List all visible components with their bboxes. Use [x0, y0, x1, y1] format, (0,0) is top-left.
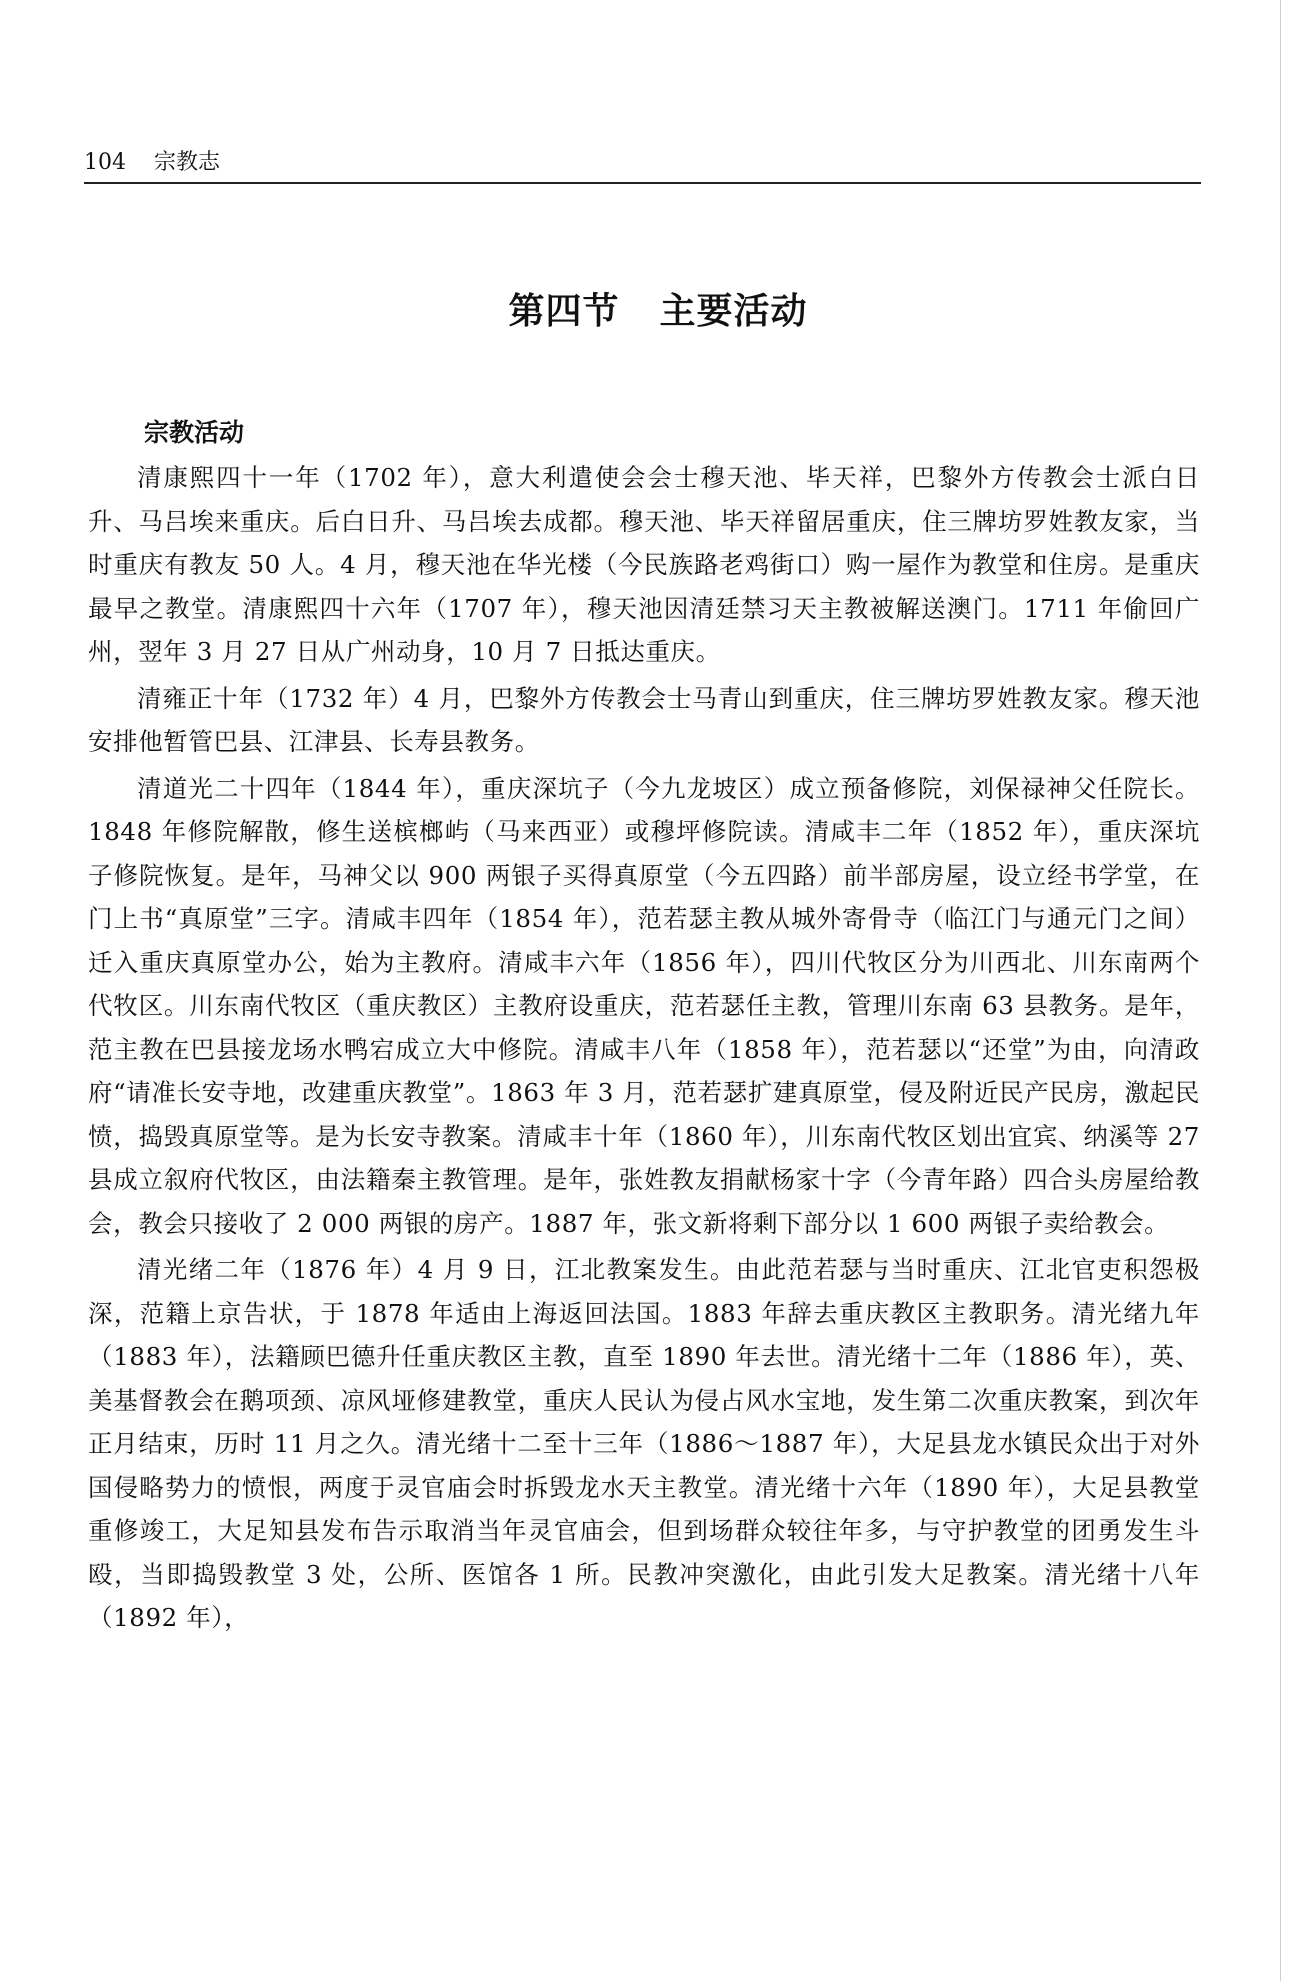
book-title: 宗教志	[154, 150, 221, 175]
body-text	[88, 456, 1200, 1643]
paragraph: 清康熙四十一年（1702 年），意大利遣使会会士穆天池、毕天祥，巴黎外方传教会士派白日升、马吕埃来重庆。后白日升、马吕埃去成都。穆天池、毕天祥留居重庆，住三牌坊罗姓教友家，当时重庆有教友 50 人。4 月，穆天池在华光楼（今民族路老鸡街口）购一屋作为教堂和住房。是重庆最早之教堂。清康熙四十六年（1707 年），穆天池因清廷禁习天主教被解送澳门。1711 年偷回广州，翌年 3 月 27 日从广州动身，10 月 7 日抵达重庆。	[88, 463, 1200, 666]
section-title	[0, 290, 1316, 334]
page-number: 104	[84, 150, 126, 175]
subheading: 宗教活动	[144, 418, 245, 447]
running-header	[84, 146, 1201, 184]
section-name: 主要活动	[659, 291, 808, 332]
section-number: 第四节	[508, 291, 620, 332]
paragraph: 清光绪二年（1876 年）4 月 9 日，江北教案发生。由此范若瑟与当时重庆、江北官吏积怨极深，范籍上京告状，于 1878 年适由上海返回法国。1883 年辞去重庆教区主教职务。清光绪九年（1883 年），法籍顾巴德升任重庆教区主教，直至 1890 年去世。清光绪十二年（1886 年），英、美基督教会在鹅项颈、凉风垭修建教堂，重庆人民认为侵占风水宝地，发生第二次重庆教案，到次年正月结束，历时 11 月之久。清光绪十二至十三年（1886～1887 年），大足县龙水镇民众出于对外国侵略势力的愤恨，两度于灵官庙会时拆毁龙水天主教堂。清光绪十六年（1890 年），大足县教堂重修竣工，大足知县发布告示取消当年灵官庙会，但到场群众较往年多，与守护教堂的团勇发生斗殴，当即捣毁教堂 3 处，公所、医馆各 1 所。民教冲突激化，由此引发大足教案。清光绪十八年（1892 年），	[88, 1255, 1200, 1632]
paragraph: 清雍正十年（1732 年）4 月，巴黎外方传教会士马青山到重庆，住三牌坊罗姓教友家。穆天池安排他暂管巴县、江津县、长寿县教务。	[88, 683, 1200, 756]
paragraph: 清道光二十四年（1844 年），重庆深坑子（今九龙坡区）成立预备修院，刘保禄神父任院长。1848 年修院解散，修生送槟榔屿（马来西亚）或穆坪修院读。清咸丰二年（1852 年），重庆深坑子修院恢复。是年，马神父以 900 两银子买得真原堂（今五四路）前半部房屋，设立经书学堂，在门上书“真原堂”三字。清咸丰四年（1854 年），范若瑟主教从城外寄骨寺（临江门与通元门之间）迁入重庆真原堂办公，始为主教府。清咸丰六年（1856 年），四川代牧区分为川西北、川东南两个代牧区。川东南代牧区（重庆教区）主教府设重庆，范若瑟任主教，管理川东南 63 县教务。是年，范主教在巴县接龙场水鸭宕成立大中修院。清咸丰八年（1858 年），范若瑟以“还堂”为由，向清政府“请准长安寺地，改建重庆教堂”。1863 年 3 月，范若瑟扩建真原堂，侵及附近民产民房，激起民愤，捣毁真原堂等。是为长安寺教案。清咸丰十年（1860 年），川东南代牧区划出宜宾、纳溪等 27 县成立叙府代牧区，由法籍秦主教管理。是年，张姓教友捐献杨家十字（今青年路）四合头房屋给教会，教会只接收了 2 000 两银的房产。1887 年，张文新将剩下部分以 1 600 两银子卖给教会。	[88, 773, 1200, 1238]
